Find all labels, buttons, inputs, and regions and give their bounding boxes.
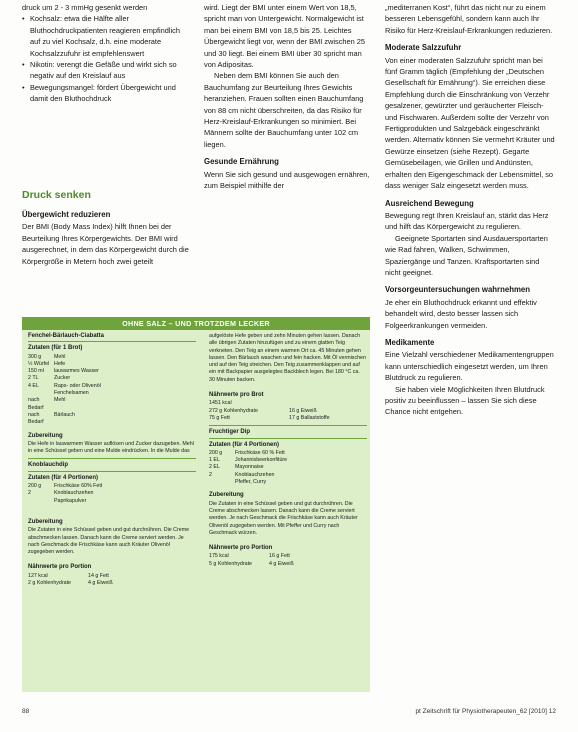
preparation-text: Die Hefe in lauwarmem Wasser auflösen und Zucker dazugeben. Mehl in eine Schüssel geben und eine Mulde eindrücken. In die Mulde das bbox=[28, 440, 194, 455]
column-1 bbox=[22, 2, 192, 105]
ingredient-row: 2 TL Zucker bbox=[28, 375, 71, 382]
recipe-title: Fenchel-Bärlauch-Ciabatta bbox=[28, 333, 196, 342]
ingredients-heading: Zutaten (für 4 Portionen) bbox=[28, 474, 98, 481]
nutrition-heading: Nährwerte pro Portion bbox=[209, 545, 273, 552]
subheading-salt: Moderate Salzzufuhr bbox=[385, 43, 462, 53]
list-item: • Bewegungsmangel: fördert Übergewicht und damit den Bluthochdruck bbox=[22, 82, 192, 105]
paragraph: Der BMI (Body Mass Index) hilft Ihnen bei der Beurteilung Ihres Körpergewichts. Der BMI wird ausgerechnet, in dem das Körpergewicht durch die Körpergröße in Metern hoch zwei geteilt bbox=[22, 222, 189, 266]
ingredients-heading: Zutaten (für 4 Portionen) bbox=[209, 441, 279, 448]
recipe-box bbox=[22, 317, 370, 692]
subheading-nutrition: Gesunde Ernährung bbox=[204, 157, 279, 167]
nutrition-row: 75 g Fett 17 g Ballaststoffe bbox=[209, 414, 330, 421]
paragraph: Geeignete Sportarten sind Ausdauersportarten wie Rad fahren, Walken, Schwimmen, Spaziergänge und Tanzen. Kraftsportarten sind nicht geeignet. bbox=[385, 233, 548, 277]
ingredients-heading: Zutaten (für 1 Brot) bbox=[28, 345, 83, 352]
recipe-title: Fruchtiger Dip bbox=[209, 429, 367, 438]
column-2 bbox=[204, 2, 370, 192]
nutrition-row: 272 g Kohlenhydrate 16 g Eiweiß bbox=[209, 407, 317, 414]
nutrition-row: 5 g Kohlenhydrate 4 g Eiweiß bbox=[209, 560, 294, 567]
ingredient-row: 2 EL Mayonnaise bbox=[209, 464, 264, 471]
nutrition-heading: Nährwerte pro Brot bbox=[209, 392, 264, 399]
preparation-text: Die Zutaten in eine Schüssel geben und gut durchrühren. Die Creme abschmecken lassen. Danach kann die Creme serviert werden. Je nach Geschmack die Frischkäse kann auch Kräuter Olivenöl zugegeben werden. bbox=[28, 527, 190, 556]
column-3 bbox=[385, 2, 555, 418]
nutrition-row: 127 kcal 14 g Fett bbox=[28, 572, 109, 579]
nutrition-row: 1451 kcal bbox=[209, 400, 232, 407]
preparation-heading: Zubereitung bbox=[209, 492, 244, 499]
subheading-exercise: Ausreichend Bewegung bbox=[385, 198, 474, 208]
paragraph: „mediterranen Kost“, führt das nicht nur zu einem besseren Lebensgefühl, sondern kann auch Ihr Risiko für Herz-Kreislauf-Erkrankungen reduzieren. bbox=[385, 3, 553, 35]
paragraph: Neben dem BMI können Sie auch den Bauchumfang zur Beurteilung Ihres Gewichts heranziehen. Frauen sollten einen Bauchumfang von 88 cm nicht überschreiten, da das Risiko für Herz-Kreislauf-Erkrankungen so minimiert. Bei Männern sollte der Bauchumfang unter 102 cm liegen. bbox=[204, 71, 364, 149]
nutrition-row: 175 kcal 16 g Fett bbox=[209, 553, 290, 560]
ingredient-row: 200 g Frischkäse 60 % Fett bbox=[209, 449, 285, 456]
intro-text: druck um 2 - 3 mmHg gesenkt werden bbox=[22, 3, 148, 12]
ingredient-row: 150 ml lauwarmes Wasser bbox=[28, 368, 99, 375]
page-number: 88 bbox=[22, 708, 30, 715]
ingredient-row: 2 Knoblauchzehen bbox=[28, 490, 94, 497]
ingredient-row: 300 g Mehl bbox=[28, 353, 66, 360]
preparation-text: Die Zutaten in eine Schüssel geben und gut durchrühren. Die Creme abschmecken lassen. Danach kann die Creme serviert werden. Je nach Geschmack die Frischkäse kann auch Kräuter Olivenöl zugegeben werden. Mit Pfeffer und Curry nach Geschmack würzen. bbox=[209, 500, 358, 536]
nutrition-heading: Nährwerte pro Portion bbox=[28, 564, 92, 571]
ingredient-row: Fenchelsamen bbox=[54, 390, 89, 397]
recipe-box-title: OHNE SALZ – UND TROTZDEM LECKER bbox=[22, 317, 370, 330]
ingredient-row: Paprikapulver bbox=[54, 497, 87, 504]
subheading-medication: Medikamente bbox=[385, 337, 435, 347]
recipe-title: Knoblauchdip bbox=[28, 462, 196, 471]
recipe-right-column bbox=[209, 333, 367, 568]
column-1-lower bbox=[22, 203, 192, 267]
ingredient-row: ½ Würfel Hefe bbox=[28, 360, 66, 367]
paragraph: Wenn Sie sich gesund und ausgewogen ernähren, zum Beispiel mithilfe der bbox=[204, 169, 370, 191]
journal-footer: pt Zeitschrift für Physiotherapeuten_62 [2010] 12 bbox=[415, 708, 556, 715]
paragraph: Von einer moderaten Salzzufuhr spricht man bei fünf Gramm täglich (Empfehlung der „Deutschen Gesellschaft für Ernährung“). Sie erreichen diese Empfehlung durch die Einschränkung von Verzehr gesalzener, gewürzter und geräucherter Fleisch- und Fischwaren. Außerdem sollte der Verzehr von Fertigprodukten und Salzgebäck eingeschränkt werden. Alternativ können Sie vermehrt Kräuter und Gewürze einsetzen (siehe Rezept). Gegarte Gemüsebeilagen, wie Grillen und Andünsten, erhalten den Eigengeschmack der Lebensmittel, so dass weniger Salz eingesetzt werden muss. bbox=[385, 55, 555, 191]
paragraph: wird. Liegt der BMI unter einem Wert von 18,5, spricht man von Untergewicht. Normalgewicht ist man bei einem BMI von 18,5 bis 25. Leichtes Übergewicht liegt vor, wenn der BMI zwischen 25 und 30 liegt. Bei einem BMI über 30 spricht man von Adipositas. bbox=[204, 3, 366, 70]
subheading-weight: Übergewicht reduzieren bbox=[22, 210, 111, 219]
ingredient-row: nach Bedarf Mehl bbox=[28, 397, 66, 411]
paragraph: Eine Vielzahl verschiedener Medikamentengruppen kann unterschiedlich eingesetzt werden, um Ihren Blutdruck zu regulieren. bbox=[385, 350, 554, 383]
nutrition-row: 2 g Kohlenhydrate 4 g Eiweiß bbox=[28, 580, 113, 587]
risk-factor-list bbox=[22, 13, 192, 104]
list-item: • Kochsalz: etwa die Hälfte aller Bluthochdruckpatienten reagieren empfindlich auf zu viel Kochsalz, d.h. eine moderate Kochsalzzufuhr ist empfehlenswert bbox=[22, 13, 192, 59]
ingredient-row: Pfeffer, Curry bbox=[235, 479, 267, 486]
list-item: • Nikotin: verengt die Gefäße und wirkt sich so negativ auf den Kreislauf aus bbox=[22, 59, 192, 82]
paragraph: Bewegung regt Ihren Kreislauf an, stärkt das Herz und hilft das Körpergewicht zu regulieren. bbox=[385, 210, 549, 232]
recipe-ciabatta bbox=[28, 333, 196, 587]
ingredient-row: nach Bedarf Bärlauch bbox=[28, 411, 75, 426]
ingredient-row: 1 EL Johannisbeerkonfitüre bbox=[209, 457, 288, 464]
preparation-text-continued: aufgelöste Hefe geben und zehn Minuten gehen lassen. Danach alle übrigen Zutaten hinzufügen und zu einem glatten Teig verkneten. Den Teig an einem warmen Ort ca. 45 Minuten gehen lassen. Den Bärlauch waschen und fein hacken. Mit Öl vermischen und auf den Teig streichen. Den Teig zusammenklappen und auf ein mit Backpapier ausgelegtes Backblech legen. Bei 180 °C ca. 30 Minuten backen. bbox=[209, 333, 366, 383]
ingredient-row: 4 EL Raps- oder Olivenöl bbox=[28, 382, 101, 389]
ingredient-row: 200 g Frischkäse 60% Fett bbox=[28, 483, 103, 490]
section-heading: Druck senken bbox=[22, 189, 91, 201]
ingredient-row: 2 Knoblauchzehen bbox=[209, 471, 275, 478]
subheading-checkups: Vorsorgeuntersuchungen wahrnehmen bbox=[385, 285, 530, 295]
preparation-heading: Zubereitung bbox=[28, 432, 63, 439]
paragraph: Sie haben viele Möglichkeiten Ihren Blutdruck positiv zu beeinflussen – lassen Sie sich diese Chance nicht entgehen. bbox=[385, 384, 545, 417]
paragraph: Je eher ein Bluthochdruck erkannt und effektiv behandelt wird, desto besser lassen sich Folgeerkrankungen vermeiden. bbox=[385, 297, 537, 330]
preparation-heading: Zubereitung bbox=[28, 518, 63, 525]
